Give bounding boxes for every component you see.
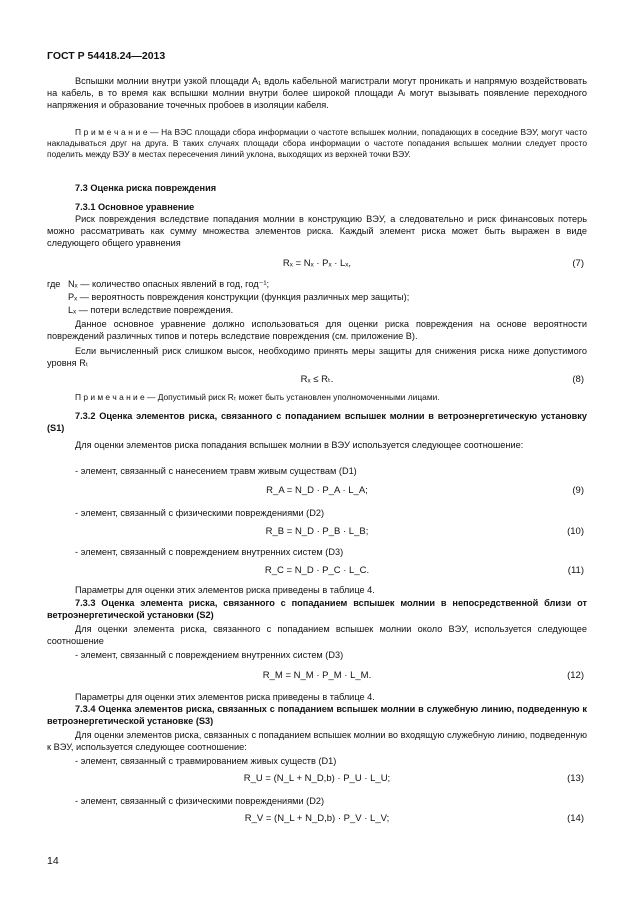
paragraph-protection-measures: Если вычисленный риск слишком высок, необходимо принять меры защиты для снижения риска ниже допустимого уровня Rₜ — [47, 346, 587, 368]
equation-13-number: (13) — [567, 773, 584, 784]
paragraph-s3-intro: Для оценки элементов риска, связанных с попаданием вспышек молнии во входящую служебную линию, подведенную к ВЭУ, используется следующее соотношение: — [47, 730, 587, 752]
note-tolerable-risk: П р и м е ч а н и е — Допустимый риск Rₜ может быть установлен уполномоченными лицами. — [75, 392, 440, 402]
paragraph-table4-ref-1: Параметры для оценки этих элементов риска приведены в таблице 4. — [75, 585, 375, 595]
equation-12-formula: R_M = N_M · P_M · L_M. — [262, 670, 372, 681]
equation-12-number: (12) — [567, 670, 584, 681]
list-item-d2-s3: - элемент, связанный с физическими повреждениями (D2) — [75, 796, 325, 806]
section-heading-7-3: 7.3 Оценка риска повреждения — [75, 183, 217, 193]
equation-8 — [47, 374, 587, 388]
equation-10-number: (10) — [567, 526, 584, 537]
paragraph-table4-ref-2: Параметры для оценки этих элементов риска приведены в таблице 4. — [75, 692, 375, 702]
list-item-d3: - элемент, связанный с повреждением внутренних систем (D3) — [75, 547, 344, 557]
section-heading-7-3-4: 7.3.4 Оценка элементов риска, связанных с попаданием вспышек молнии в служебную линию, подведенную к ветроэнергетической установке (S3) — [47, 704, 587, 726]
section-heading-7-3-3: 7.3.3 Оценка элемента риска, связанного с попаданием вспышек молнии в непосредственной близи от ветроэнергетической установки (S2) — [47, 598, 587, 620]
definition-nx: Nₓ — количество опасных явлений в год, год⁻¹; — [68, 279, 270, 289]
equation-7-number: (7) — [572, 258, 584, 269]
definition-lx: Lₓ — потери вследствие повреждения. — [68, 305, 234, 315]
note-collection-areas: П р и м е ч а н и е — На ВЭС площади сбора информации о частоте вспышек молнии, попадающих в соседние ВЭУ, могут часто накладываться друг на друга. В таких случаях площади сбора информации о частоте попадания вспышек молнии следует просто поделить между ВЭУ в местах пересечения линий уклона, выходящих из верхней точки ВЭУ. — [47, 127, 587, 159]
equation-9-formula: R_A = N_D · P_A · L_A; — [266, 485, 368, 496]
equation-10 — [47, 526, 587, 540]
list-item-d1: - элемент, связанный с нанесением травм живым существам (D1) — [75, 466, 357, 476]
definition-px: Pₓ — вероятность повреждения конструкции (функция различных мер защиты); — [68, 292, 410, 302]
list-item-d3-s2: - элемент, связанный с повреждением внутренних систем (D3) — [75, 650, 344, 660]
equation-8-number: (8) — [572, 374, 584, 385]
equation-11-formula: R_C = N_D · P_C · L_C. — [264, 565, 370, 576]
equation-7-formula: Rₓ = Nₓ · Pₓ · Lₓ, — [282, 258, 352, 269]
equation-12 — [47, 670, 587, 684]
paragraph-s2-intro: Для оценки элемента риска, связанного с попаданием вспышек молнии около ВЭУ, используется следующее соотношение — [47, 624, 587, 646]
section-heading-7-3-1: 7.3.1 Основное уравнение — [75, 202, 195, 212]
paragraph-equation-usage: Данное основное уравнение должно использоваться для оценки риска повреждения на основе вероятности повреждений различных типов и потерь вследствие повреждения (см. приложение В). — [47, 319, 587, 341]
paragraph-s1-intro: Для оценки элементов риска попадания вспышек молнии в ВЭУ используется следующее соотношение: — [75, 440, 524, 450]
paragraph-lightning-area: Вспышки молнии внутри узкой площади A₁ вдоль кабельной магистрали могут проникать и напрямую воздействовать на кабель, в то время как вспышки молнии внутри более широкой площади Aₗ могут вызывать появление переходного напряжения и образование точечных пробоев в изоляции кабеля. — [47, 76, 587, 110]
equation-11 — [47, 565, 587, 579]
list-item-d2: - элемент, связанный с физическими повреждениями (D2) — [75, 508, 325, 518]
paragraph-basic-equation: Риск повреждения вследствие попадания молнии в конструкцию ВЭУ, а следовательно и риск финансовых потерь можно рассматривать как сумму множества элементов риска. Каждый элемент риска может быть выражен в виде следующего общего уравнения — [47, 214, 587, 248]
equation-7 — [47, 258, 587, 272]
section-heading-7-3-2: 7.3.2 Оценка элементов риска, связанного с попаданием вспышек молнии в ветроэнергетическую установку (S1) — [47, 411, 587, 433]
page-number: 14 — [47, 855, 59, 867]
equation-11-number: (11) — [567, 565, 584, 576]
list-item-d1-s3: - элемент, связанный с травмированием живых существ (D1) — [75, 756, 337, 766]
equation-13 — [47, 773, 587, 787]
equation-10-formula: R_B = N_D · P_B · L_B; — [265, 526, 369, 537]
equation-14 — [47, 813, 587, 827]
equation-9-number: (9) — [572, 485, 584, 496]
equation-8-formula: Rₓ ≤ Rₜ. — [300, 374, 334, 385]
equation-9 — [47, 485, 587, 499]
equation-14-number: (14) — [567, 813, 584, 824]
equation-14-formula: R_V = (N_L + N_D,b) · P_V · L_V; — [244, 813, 390, 824]
equation-13-formula: R_U = (N_L + N_D,b) · P_U · L_U; — [243, 773, 391, 784]
document-header: ГОСТ Р 54418.24—2013 — [47, 50, 166, 62]
where-label: где — [47, 279, 61, 289]
